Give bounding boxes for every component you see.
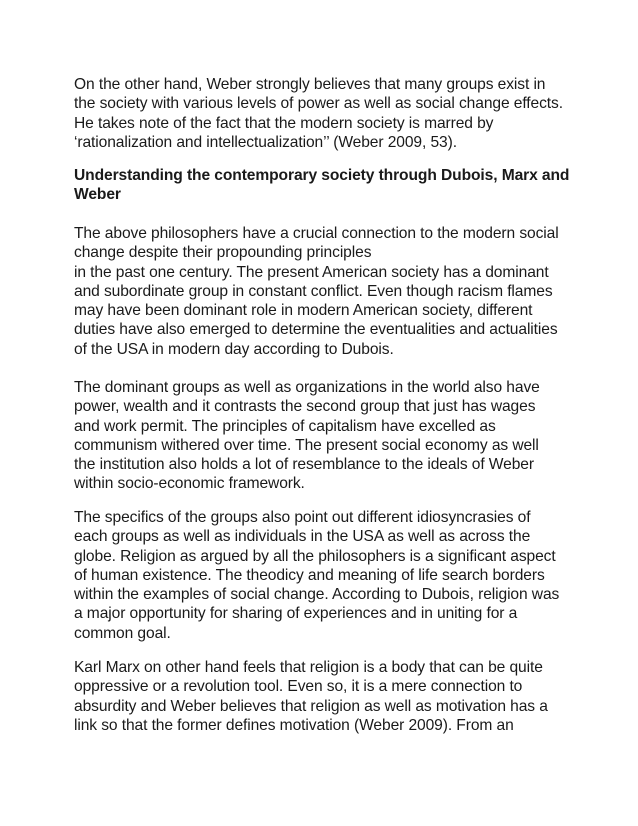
text-line: and subordinate group in constant conflict. Even though racism flames	[74, 282, 553, 300]
text-line: oppressive or a revolution tool. Even so, it is a mere connection to	[74, 678, 523, 696]
text-line: The above philosophers have a crucial connection to the modern social	[74, 225, 559, 242]
text-line: the society with various levels of power as well as social change effects.	[74, 95, 563, 113]
text-line: absurdity and Weber believes that religion as well as motivation has a	[74, 697, 548, 715]
text-line: ‘rationalization and intellectualization’’ (Weber 2009, 53).	[74, 133, 457, 151]
text-line: within socio-economic framework.	[74, 475, 305, 493]
text-line: He takes note of the fact that the modern society is marred by	[74, 114, 494, 132]
text-line: and work permit. The principles of capitalism have excelled as	[74, 417, 496, 435]
text-line: The specifics of the groups also point out different idiosyncrasies of	[74, 509, 531, 526]
paragraph-dominant-groups	[74, 378, 574, 494]
paragraph-weber-groups	[74, 75, 574, 152]
text-line: change despite their propounding principles	[74, 244, 372, 262]
text-line: Karl Marx on other hand feels that religion is a body that can be quite	[74, 659, 543, 676]
paragraph-karl-marx	[74, 658, 574, 735]
text-line: the institution also holds a lot of resemblance to the ideals of Weber	[74, 456, 534, 474]
text-line: power, wealth and it contrasts the second group that just has wages	[74, 398, 536, 416]
heading-line: Weber	[74, 186, 121, 204]
text-line: The dominant groups as well as organizations in the world also have	[74, 379, 540, 396]
text-line: of the USA in modern day according to Dubois.	[74, 340, 394, 358]
text-line: a major opportunity for sharing of experiences and in uniting for a	[74, 605, 518, 623]
text-line: On the other hand, Weber strongly believes that many groups exist in	[74, 76, 546, 93]
section-heading	[74, 166, 574, 205]
text-line: in the past one century. The present American society has a dominant	[74, 263, 549, 281]
heading-line: Understanding the contemporary society through Dubois, Marx and	[74, 167, 570, 184]
text-line: each groups as well as individuals in the USA as well as across the	[74, 528, 531, 546]
text-line: common goal.	[74, 624, 171, 642]
text-line: within the examples of social change. According to Dubois, religion was	[74, 586, 560, 604]
text-line: globe. Religion as argued by all the philosophers is a significant aspect	[74, 547, 556, 565]
text-line: link so that the former defines motivation (Weber 2009). From an	[74, 716, 514, 734]
paragraph-religion	[74, 508, 574, 643]
text-line: of human existence. The theodicy and meaning of life search borders	[74, 566, 545, 584]
text-line: may have been dominant role in modern American society, different	[74, 302, 533, 320]
paragraph-philosophers	[74, 224, 574, 359]
text-line: duties have also emerged to determine the eventualities and actualities	[74, 321, 558, 339]
text-line: communism withered over time. The present social economy as well	[74, 436, 539, 454]
